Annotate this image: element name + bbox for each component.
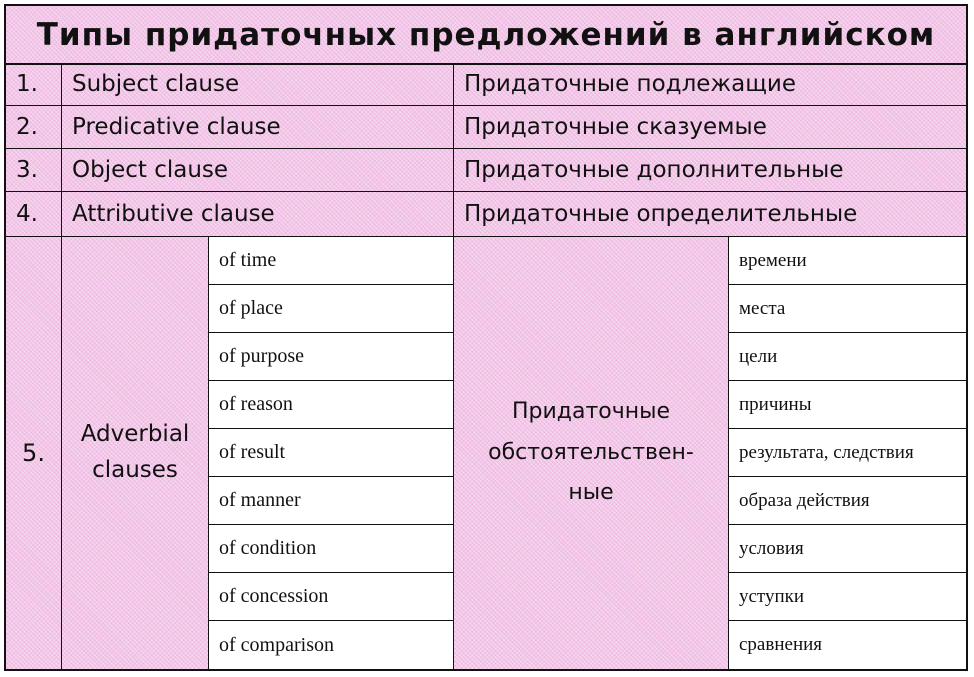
row-number: 1. bbox=[6, 63, 62, 105]
adverbial-label-english bbox=[62, 237, 209, 669]
adverbial-label-line: Adverbial bbox=[80, 421, 190, 448]
row-number: 3. bbox=[6, 149, 62, 191]
list-item: образа действия bbox=[729, 477, 966, 525]
clause-name-english: Attributive clause bbox=[62, 192, 454, 236]
adverbial-label-line: ные bbox=[568, 480, 614, 506]
list-item: of concession bbox=[209, 573, 453, 621]
adverbial-types-english bbox=[209, 237, 454, 669]
row-number: 4. bbox=[6, 192, 62, 236]
list-item: сравнения bbox=[739, 634, 823, 655]
row-number: 5. bbox=[6, 237, 62, 669]
table-row bbox=[6, 149, 966, 192]
adverbial-label-russian bbox=[454, 237, 729, 669]
clause-name-russian: Придаточные подлежащие bbox=[464, 71, 796, 97]
list-item: результата, следствия bbox=[729, 429, 966, 477]
row-number: 2. bbox=[6, 106, 62, 148]
list-item: of purpose bbox=[209, 333, 453, 381]
list-item: of place bbox=[209, 285, 453, 333]
adverbial-label-line: clauses bbox=[92, 457, 178, 483]
table-row bbox=[6, 192, 966, 237]
list-item: of result bbox=[209, 429, 453, 477]
list-item: of manner bbox=[209, 477, 453, 525]
adverbial-label-line: Придаточные bbox=[511, 398, 671, 424]
clause-types-table bbox=[4, 4, 968, 671]
list-item: места bbox=[729, 285, 966, 333]
clause-name-english: Object clause bbox=[62, 149, 454, 191]
list-item: уступки bbox=[729, 573, 966, 621]
adverbial-types-russian bbox=[729, 237, 966, 669]
list-item: of condition bbox=[209, 525, 453, 573]
clause-name-english: Subject clause bbox=[62, 63, 454, 105]
adverbial-clauses-block bbox=[6, 237, 966, 669]
table-title: Типы придаточных предложений в английском bbox=[6, 6, 966, 65]
table-row bbox=[6, 106, 966, 149]
list-item: of time bbox=[209, 237, 453, 285]
list-item: причины bbox=[729, 381, 966, 429]
list-item: of comparison bbox=[219, 633, 334, 656]
list-item: of reason bbox=[209, 381, 453, 429]
table-row bbox=[6, 63, 966, 106]
clause-name-english: Predicative clause bbox=[62, 106, 454, 148]
clause-name-russian: Придаточные определительные bbox=[464, 201, 858, 227]
list-item: времени bbox=[729, 237, 966, 285]
clause-name-russian: Придаточные дополнительные bbox=[464, 157, 844, 183]
list-item: цели bbox=[729, 333, 966, 381]
adverbial-label-line: обстоятельствен- bbox=[488, 439, 694, 465]
clause-name-russian: Придаточные сказуемые bbox=[464, 114, 767, 140]
list-item: условия bbox=[729, 525, 966, 573]
